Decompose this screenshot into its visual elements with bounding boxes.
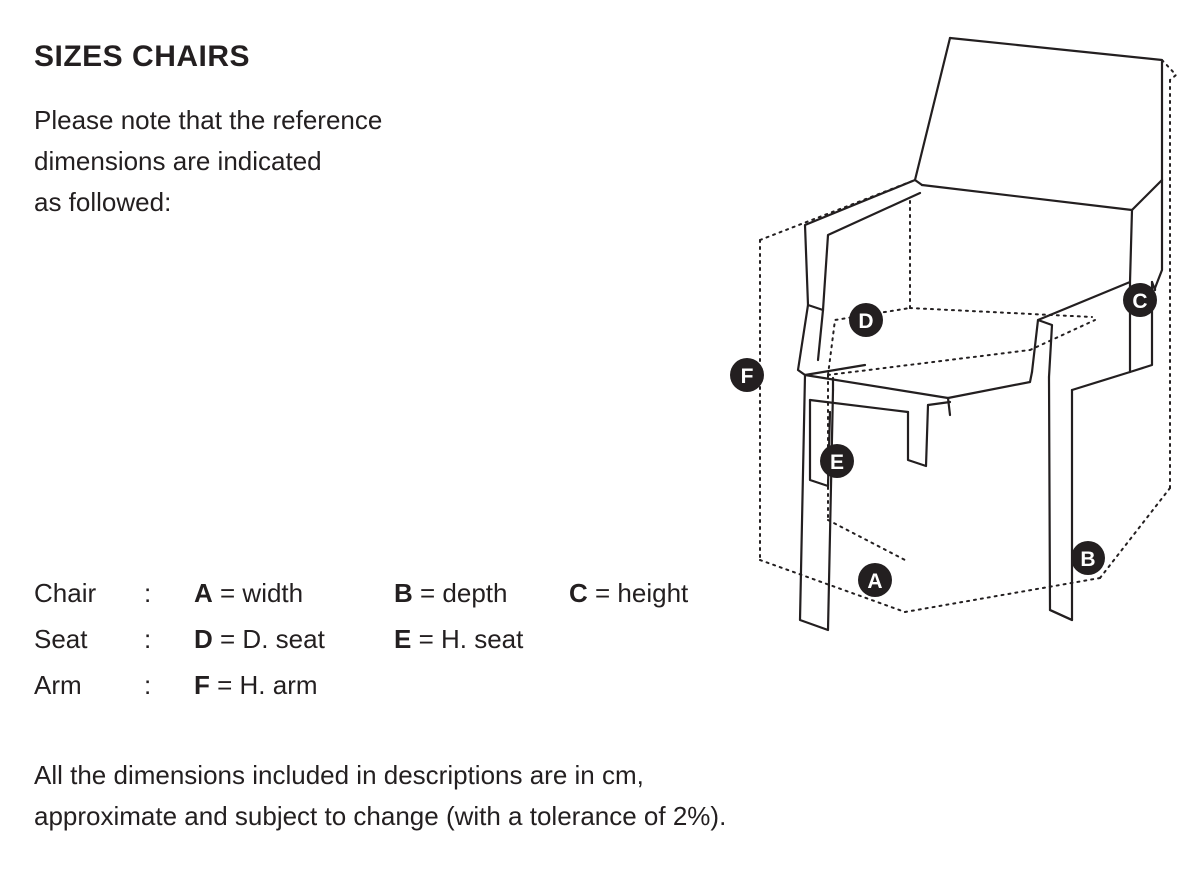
callout-marker-d [849, 303, 883, 337]
legend-text-f: = H. arm [217, 670, 318, 700]
legend-text-e: = H. seat [418, 624, 524, 654]
legend-colon-chair: : [144, 578, 152, 608]
footer-note-line-2: approximate and subject to change (with a tolerance of 2%). [34, 801, 727, 831]
dimension-guide-lines [760, 60, 1176, 612]
chair-diagram [700, 20, 1190, 640]
intro-line-2: dimensions are indicated [34, 146, 322, 176]
callout-marker-b [1071, 541, 1105, 575]
intro-line-1: Please note that the reference [34, 105, 383, 135]
chair-solid-outline [798, 38, 1162, 630]
intro-line-3: as followed: [34, 187, 172, 217]
legend-row-label-chair: Chair [34, 578, 97, 608]
callout-marker-c [1123, 283, 1157, 317]
legend-row-label-arm: Arm [34, 670, 82, 700]
legend-cell-seat-e [394, 616, 569, 662]
legend-text-d: = D. seat [220, 624, 325, 654]
callout-label-a: A [867, 570, 883, 593]
legend-cell-arm-empty-2 [569, 662, 688, 708]
legend-cell-seat-d [194, 616, 394, 662]
legend-cell-seat-empty [569, 616, 688, 662]
legend-cell-chair-b [394, 570, 569, 616]
legend-key-f: F [194, 670, 210, 700]
legend-cell-arm-empty-1 [394, 662, 569, 708]
callout-markers [730, 283, 1157, 597]
legend-row-chair [34, 570, 688, 616]
legend-key-a: A [194, 578, 213, 608]
legend-row-seat [34, 616, 688, 662]
legend-row-label-seat: Seat [34, 624, 88, 654]
callout-label-c: C [1132, 290, 1148, 313]
legend-row-arm [34, 662, 688, 708]
legend-key-b: B [394, 578, 413, 608]
legend-key-e: E [394, 624, 412, 654]
footer-note [34, 755, 726, 837]
legend-cell-chair-a [194, 570, 394, 616]
legend-colon-arm: : [144, 670, 152, 700]
legend-key-c: C [569, 578, 588, 608]
legend-text-b: = depth [420, 578, 508, 608]
footer-note-line-1: All the dimensions included in descriptions are in cm, [34, 760, 644, 790]
legend-cell-chair-c [569, 570, 688, 616]
legend-text-a: = width [220, 578, 304, 608]
legend-cell-arm-f [194, 662, 394, 708]
callout-label-e: E [829, 451, 845, 474]
callout-marker-f [730, 358, 764, 392]
callout-label-d: D [858, 310, 874, 333]
legend-table [34, 570, 688, 708]
legend-key-d: D [194, 624, 213, 654]
page-title: SIZES CHAIRS [34, 40, 251, 73]
intro-text [34, 100, 382, 223]
legend-colon-seat: : [144, 624, 152, 654]
callout-marker-a [858, 563, 892, 597]
callout-label-f: F [740, 365, 754, 388]
legend-text-c: = height [595, 578, 689, 608]
callout-marker-e [820, 444, 854, 478]
callout-label-b: B [1080, 548, 1096, 571]
